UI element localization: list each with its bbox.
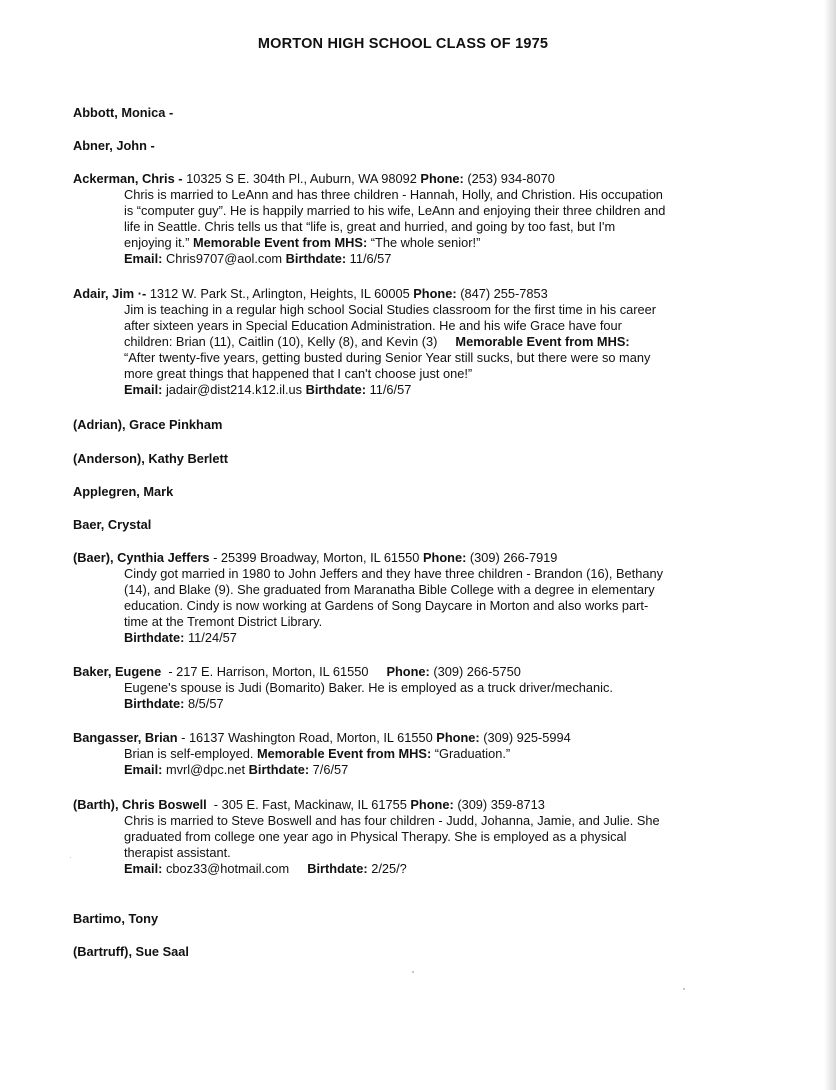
- class-entry: [73, 286, 743, 398]
- memorable-label: Memorable Event from MHS:: [455, 334, 630, 349]
- phone-label: Phone:: [420, 171, 464, 186]
- entry-name: Adair, Jim ·-: [73, 286, 147, 301]
- class-entry: [73, 417, 743, 433]
- entry-text-line: [124, 746, 743, 762]
- entry-memorable: “Graduation.”: [434, 746, 511, 761]
- entry-header: [73, 286, 743, 302]
- entry-address: 305 E. Fast, Mackinaw, IL 61755: [221, 797, 407, 812]
- entry-address: 217 E. Harrison, Morton, IL 61550: [176, 664, 369, 679]
- class-entry: [73, 451, 743, 467]
- entry-phone: (309) 266-7919: [469, 550, 558, 565]
- entry-birthdate: 7/6/57: [312, 762, 349, 777]
- entry-text-line: [124, 235, 743, 251]
- entry-text-line: [124, 334, 743, 350]
- entry-contact-line: [124, 382, 743, 398]
- entry-text: children: Brian (11), Caitlin (10), Kelly (8), and Kevin (3): [124, 334, 438, 349]
- entry-header: [73, 171, 743, 187]
- entry-birthdate: 11/24/57: [188, 630, 237, 645]
- entry-email: jadair@dist214.k12.il.us: [165, 382, 303, 397]
- entry-email: cboz33@hotmail.com: [165, 861, 290, 876]
- class-entry: [73, 944, 743, 960]
- phone-label: Phone:: [386, 664, 430, 679]
- class-entry: [73, 730, 743, 778]
- entry-phone: (309) 266-5750: [433, 664, 521, 679]
- entry-text-line: life in Seattle. Chris tells us that “life is, great and hurried, and going by too fast, but I'm: [124, 219, 616, 234]
- entry-text-line: therapist assistant.: [124, 845, 231, 860]
- birthdate-label: Birthdate:: [285, 251, 347, 266]
- birthdate-label: Birthdate:: [307, 861, 368, 876]
- entry-name: (Barth), Chris Boswell: [73, 797, 207, 812]
- birthdate-label: Birthdate:: [248, 762, 310, 777]
- entry-address: 10325 S E. 304th Pl., Auburn, WA 98092: [186, 171, 417, 186]
- birthdate-label: Birthdate:: [305, 382, 367, 397]
- entry-name: (Baer), Cynthia Jeffers: [73, 550, 210, 565]
- birthdate-label: Birthdate:: [124, 696, 185, 711]
- entry-text-line: after sixteen years in Special Education Administration. He and his wife Grace have four: [124, 318, 622, 333]
- entry-text-line: graduated from college one year ago in Physical Therapy. She is employed as a physical: [124, 829, 627, 844]
- entry-name: Abner, John -: [73, 138, 155, 153]
- memorable-label: Memorable Event from MHS:: [193, 235, 368, 250]
- entry-name: (Anderson), Kathy Berlett: [73, 451, 228, 466]
- entry-name: Ackerman, Chris -: [73, 171, 183, 186]
- entry-text: Brian is self-employed.: [124, 746, 254, 761]
- entry-text-line: Chris is married to LeAnn and has three children - Hannah, Holly, and Christion. His occupation: [124, 187, 663, 202]
- entry-phone: (309) 359-8713: [457, 797, 545, 812]
- entry-header: (Baer), Cynthia Jeffers - 25399 Broadway, Morton, IL 61550 Phone: (309) 266-7919: [73, 550, 558, 565]
- entry-birthdate: 8/5/57: [188, 696, 224, 711]
- entry-name: Applegren, Mark: [73, 484, 174, 499]
- entry-birthdate: 2/25/?: [371, 861, 407, 876]
- entry-contact-line: [124, 762, 743, 778]
- class-entry: [73, 797, 743, 877]
- entry-address: 16137 Washington Road, Morton, IL 61550: [188, 730, 433, 745]
- entry-contact-line: [124, 630, 743, 646]
- class-entry: [73, 484, 743, 500]
- entry-name: Bartimo, Tony: [73, 911, 159, 926]
- email-label: Email:: [124, 861, 163, 876]
- entry-name: Baker, Eugene: [73, 664, 162, 679]
- entry-phone: (847) 255-7853: [460, 286, 548, 301]
- entry-contact-line: [124, 696, 743, 712]
- entry-birthdate: 11/6/57: [369, 382, 412, 397]
- entry-text: enjoying it.”: [124, 235, 190, 250]
- entry-header: (Barth), Chris Boswell - 305 E. Fast, Mackinaw, IL 61755 Phone: (309) 359-8713: [73, 797, 545, 812]
- entry-body: [124, 680, 743, 712]
- entry-body: [124, 187, 743, 267]
- entry-text-line: education. Cindy is now working at Gardens of Song Daycare in Morton and also works part-: [124, 598, 649, 613]
- entry-name: (Bartruff), Sue Saal: [73, 944, 189, 959]
- birthdate-label: Birthdate:: [124, 630, 185, 645]
- scan-speck: [412, 971, 414, 973]
- class-entry: [73, 664, 743, 712]
- entry-text-line: Cindy got married in 1980 to John Jeffers and they have three children - Brandon (16), Bethany: [124, 566, 663, 581]
- scan-speck: [683, 988, 685, 990]
- entry-body: [124, 746, 743, 778]
- entry-text-line: Chris is married to Steve Boswell and has four children - Judd, Johanna, Jamie, and Julie. She: [124, 813, 660, 828]
- scan-speck: [70, 857, 71, 858]
- entry-address: 1312 W. Park St., Arlington, Heights, IL 60005: [149, 286, 410, 301]
- entry-name: Baer, Crystal: [73, 517, 152, 532]
- phone-label: Phone:: [436, 730, 480, 745]
- entry-contact-line: [124, 861, 743, 877]
- phone-label: Phone:: [410, 797, 454, 812]
- entry-body: [124, 813, 743, 877]
- entry-memorable: “After twenty-five years, getting busted during Senior Year still sucks, but there were so many: [124, 350, 651, 365]
- entry-header: Bangasser, Brian - 16137 Washington Road, Morton, IL 61550 Phone: (309) 925-5994: [73, 730, 571, 745]
- entry-text-line: is “computer guy”. He is happily married to his wife, LeAnn and enjoying their three children and: [124, 203, 666, 218]
- entry-name: Bangasser, Brian: [73, 730, 178, 745]
- entry-header: Baker, Eugene - 217 E. Harrison, Morton, IL 61550 Phone: (309) 266-5750: [73, 664, 521, 679]
- phone-label: Phone:: [413, 286, 457, 301]
- email-label: Email:: [124, 251, 163, 266]
- class-entry: [73, 550, 743, 646]
- entry-name: (Adrian), Grace Pinkham: [73, 417, 223, 432]
- email-label: Email:: [124, 382, 163, 397]
- entry-memorable-cont: more great things that happened that I can't choose just one!”: [124, 366, 473, 381]
- entry-email: mvrl@dpc.net: [165, 762, 246, 777]
- entry-memorable: “The whole senior!”: [370, 235, 481, 250]
- page-title: MORTON HIGH SCHOOL CLASS OF 1975: [257, 36, 549, 52]
- class-entry: [73, 105, 743, 121]
- entry-birthdate: 11/6/57: [349, 251, 392, 266]
- class-entry: [73, 138, 743, 154]
- entry-name: Abbott, Monica -: [73, 105, 174, 120]
- memorable-label: Memorable Event from MHS:: [257, 746, 432, 761]
- class-entry: [73, 517, 743, 533]
- scan-edge-shadow: [824, 0, 836, 1090]
- entry-address: 25399 Broadway, Morton, IL 61550: [220, 550, 420, 565]
- entry-phone: (253) 934-8070: [467, 171, 555, 186]
- email-label: Email:: [124, 762, 163, 777]
- class-entry: [73, 911, 743, 927]
- entry-phone: (309) 925-5994: [483, 730, 571, 745]
- entry-body: [124, 566, 743, 646]
- entry-contact-line: [124, 251, 743, 267]
- entry-body: [124, 302, 743, 398]
- phone-label: Phone:: [422, 550, 467, 565]
- entry-text-line: (14), and Blake (9). She graduated from Maranatha Bible College with a degree in elementary: [124, 582, 655, 597]
- entry-text-line: Eugene's spouse is Judi (Bomarito) Baker. He is employed as a truck driver/mechanic.: [124, 680, 613, 695]
- class-entry: [73, 171, 743, 267]
- entry-text-line: time at the Tremont District Library.: [124, 614, 323, 629]
- entry-email: Chris9707@aol.com: [165, 251, 283, 266]
- entry-text-line: Jim is teaching in a regular high school Social Studies classroom for the first time in his career: [124, 302, 657, 317]
